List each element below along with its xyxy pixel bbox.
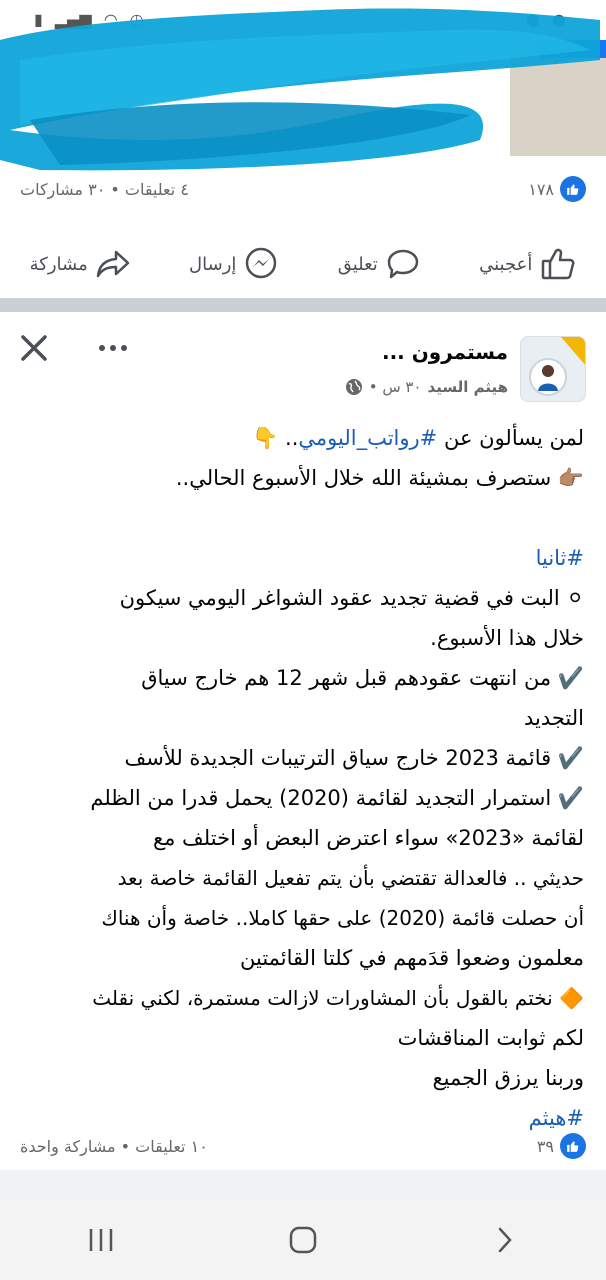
hashtag-link[interactable]: #ثانيا (535, 546, 584, 570)
post-meta (345, 378, 508, 396)
post-line: ✔️ قائمة 2023 خارج سياق الترتيبات الجديدة للأسف (124, 746, 584, 770)
comment-button[interactable] (338, 248, 420, 280)
battery-icon: ▮ (34, 10, 43, 29)
post-line: ⚪ البت في قضية تجديد عقود الشواغر اليومي سيكون (119, 586, 584, 610)
globe-icon (345, 378, 363, 396)
post-line: لكم ثوابت المناقشات (397, 1026, 584, 1050)
redaction-scribble (0, 0, 606, 175)
post-text (18, 418, 584, 1138)
feed-separator (0, 1170, 606, 1200)
post-line: 👉🏽 ستصرف بمشيئة الله خلال الأسبوع الحالي.. (175, 466, 584, 490)
like-reaction-icon (560, 176, 586, 202)
home-icon (288, 1225, 318, 1255)
post-summary (20, 1126, 586, 1166)
post-line: لقائمة «2023» سواء اعترض البعض أو اختلف مع (152, 826, 584, 850)
share-label: مشاركة (29, 253, 88, 275)
send-button[interactable] (189, 247, 278, 281)
send-label: إرسال (189, 253, 237, 275)
post-line: وربنا يرزق الجميع (432, 1066, 584, 1090)
like-reaction-icon (560, 1133, 586, 1159)
hashtag-link[interactable]: #هيثم (528, 1106, 584, 1130)
like-button[interactable] (479, 247, 576, 281)
post-line: ✔️ استمرار التجديد لقائمة (2020) يحمل قدرا من الظلم (90, 786, 584, 810)
system-navigation-bar (0, 1200, 606, 1280)
share-button[interactable] (30, 249, 130, 279)
post-text-segment: لمن يسألون عن (437, 426, 584, 450)
home-button[interactable] (283, 1220, 323, 1260)
previous-post-summary (20, 169, 586, 209)
author-name[interactable]: هيثم السيد (427, 378, 508, 396)
post-line: أن حصلت قائمة (2020) على حقها كاملا.. خاصة وأن هناك (101, 906, 584, 930)
more-dots-icon (96, 336, 130, 360)
group-avatar[interactable] (520, 336, 586, 402)
wifi-icon: ◠ (103, 10, 118, 29)
post-stats[interactable]: ١٠ تعليقات • مشاركة واحدة (20, 1136, 208, 1156)
recent-apps-icon (86, 1227, 116, 1253)
close-button[interactable] (20, 334, 48, 362)
chevron-right-icon (495, 1225, 515, 1255)
like-count: ١٧٨ (528, 179, 554, 199)
close-icon (20, 334, 48, 362)
feed-divider (0, 298, 606, 312)
like-count: ٣٩ (536, 1136, 554, 1156)
post-text-segment: .. 👇 (252, 426, 299, 450)
post-time[interactable]: ٣٠ س • (368, 378, 422, 396)
blank-line (18, 498, 584, 538)
post-reactions[interactable] (537, 1133, 586, 1159)
post-header (0, 322, 606, 412)
share-icon (96, 249, 130, 279)
post-line: التجديد (523, 706, 584, 730)
signal-icon: ▂▄▆ (54, 10, 92, 29)
post-line: معلمون وضعوا قدَمهم في كلتا القائمتين (240, 946, 584, 970)
alarm-icon: ◷ (129, 10, 144, 29)
post-line (18, 418, 584, 458)
previous-post-stats[interactable]: ٤ تعليقات • ٣٠ مشاركات (20, 179, 189, 199)
previous-post-reactions[interactable] (528, 176, 586, 202)
avatar-image (521, 337, 586, 402)
back-button[interactable] (485, 1220, 525, 1260)
post-line: ✔️ من انتهت عقودهم قبل شهر 12 هم خارج سياق (141, 666, 584, 690)
post-line: 🔶 نختم بالقول بأن المشاورات لازالت مستمرة، لكني نقلث (92, 986, 584, 1010)
hashtag-link[interactable]: #رواتب_اليومي (298, 426, 438, 450)
post-action-bar (0, 234, 606, 294)
post-line: خلال هذا الأسبوع. (430, 626, 584, 650)
post-line: حديثي .. فالعدالة تقتضي بأن يتم تفعيل القائمة خاصة بعد (117, 866, 584, 890)
comment-label: تعليق (337, 253, 378, 275)
group-name[interactable]: مستمرون ... (381, 340, 508, 364)
messenger-icon (244, 247, 278, 281)
more-options-button[interactable] (96, 336, 130, 360)
comment-icon (386, 248, 420, 280)
thumbs-up-icon (540, 247, 576, 281)
like-label: أعجبني (479, 253, 533, 275)
recent-apps-button[interactable] (81, 1220, 121, 1260)
